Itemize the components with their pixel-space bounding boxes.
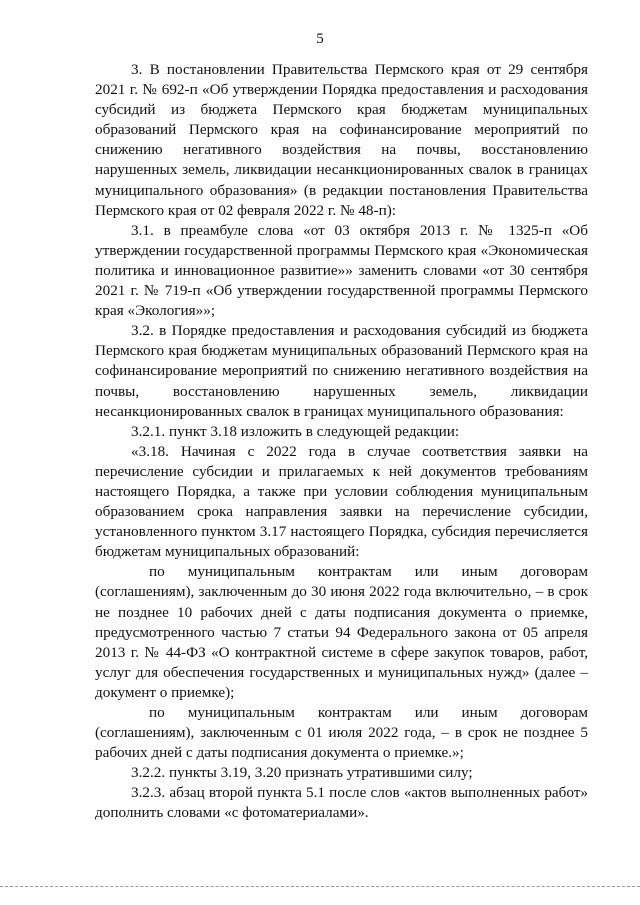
paragraph-3-2-1: 3.2.1. пункт 3.18 изложить в следующей редакции: xyxy=(131,422,460,440)
paragraph-contracts-before: по муниципальным контрактам или иным договорам (соглашениям), заключенным до 30 июня 2022 года включительно, – в срок не позднее 10 рабочих дней с даты подписания документа о приемке, предусмотренного частью 7 статьи 94 Федерального закона от 05 апреля 2013 г. № 44-ФЗ «О контрактной системе в сфере закупок товаров, работ, услуг для обеспечения государственных и муниципальных нужд» (далее – документ о приемке); xyxy=(95,563,588,701)
paragraph-contracts-after: по муниципальным контрактам или иным договорам (соглашениям), заключенным с 01 июля 2022 года, – в срок не позднее 5 рабочих дней с даты подписания документа о приемке.»; xyxy=(95,704,588,762)
page-number: 5 xyxy=(316,31,324,47)
paragraph-3-2: 3.2. в Порядке предоставления и расходования субсидий из бюджета Пермского края бюджетам муниципальных образований Пермского края на софинансирование мероприятий по снижению негативного воздействия на почвы, восстановлению нарушенных земель, ликвидации несанкционированных свалок в границах муниципального образования: xyxy=(95,322,588,420)
paragraph-3: 3. В постановлении Правительства Пермского края от 29 сентября 2021 г. № 692-п «Об утверждении Порядка предоставления и расходования субсидий из бюджета Пермского края бюджетам муниципальных образований Пермского края на софинансирование мероприятий по снижению негативного воздействия на почвы, восстановлению нарушенных земель, ликвидации несанкционированных свалок в границах муниципального образования» (в редакции постановления Правительства Пермского края от 02 февраля 2022 г. № 48-п): xyxy=(95,61,588,219)
paragraph-3-18: «3.18. Начиная с 2022 года в случае соответствия заявки на перечисление субсидии и прилагаемых к ней документов требованиям настоящего Порядка, а также при условии соблюдения муниципальным образованием срока направления заявки на перечисление субсидии, установленного пунктом 3.17 настоящего Порядка, субсидия перечисляется бюджетам муниципальных образований: xyxy=(95,442,588,561)
footer-divider xyxy=(0,886,640,887)
paragraph-3-2-2: 3.2.2. пункты 3.19, 3.20 признать утратившими силу; xyxy=(131,764,473,782)
document-body xyxy=(95,60,588,824)
paragraph-3-1: 3.1. в преамбуле слова «от 03 октября 2013 г. № 1325-п «Об утверждении государственной программы Пермского края «Экономическая политика и инновационное развитие»» заменить словами «от 30 сентября 2021 г. № 719-п «Об утверждении государственной программы Пермского края «Экология»»; xyxy=(95,221,588,320)
paragraph-3-2-3: 3.2.3. абзац второй пункта 5.1 после слов «актов выполненных работ» дополнить словами «с фотоматериалами». xyxy=(95,784,588,822)
